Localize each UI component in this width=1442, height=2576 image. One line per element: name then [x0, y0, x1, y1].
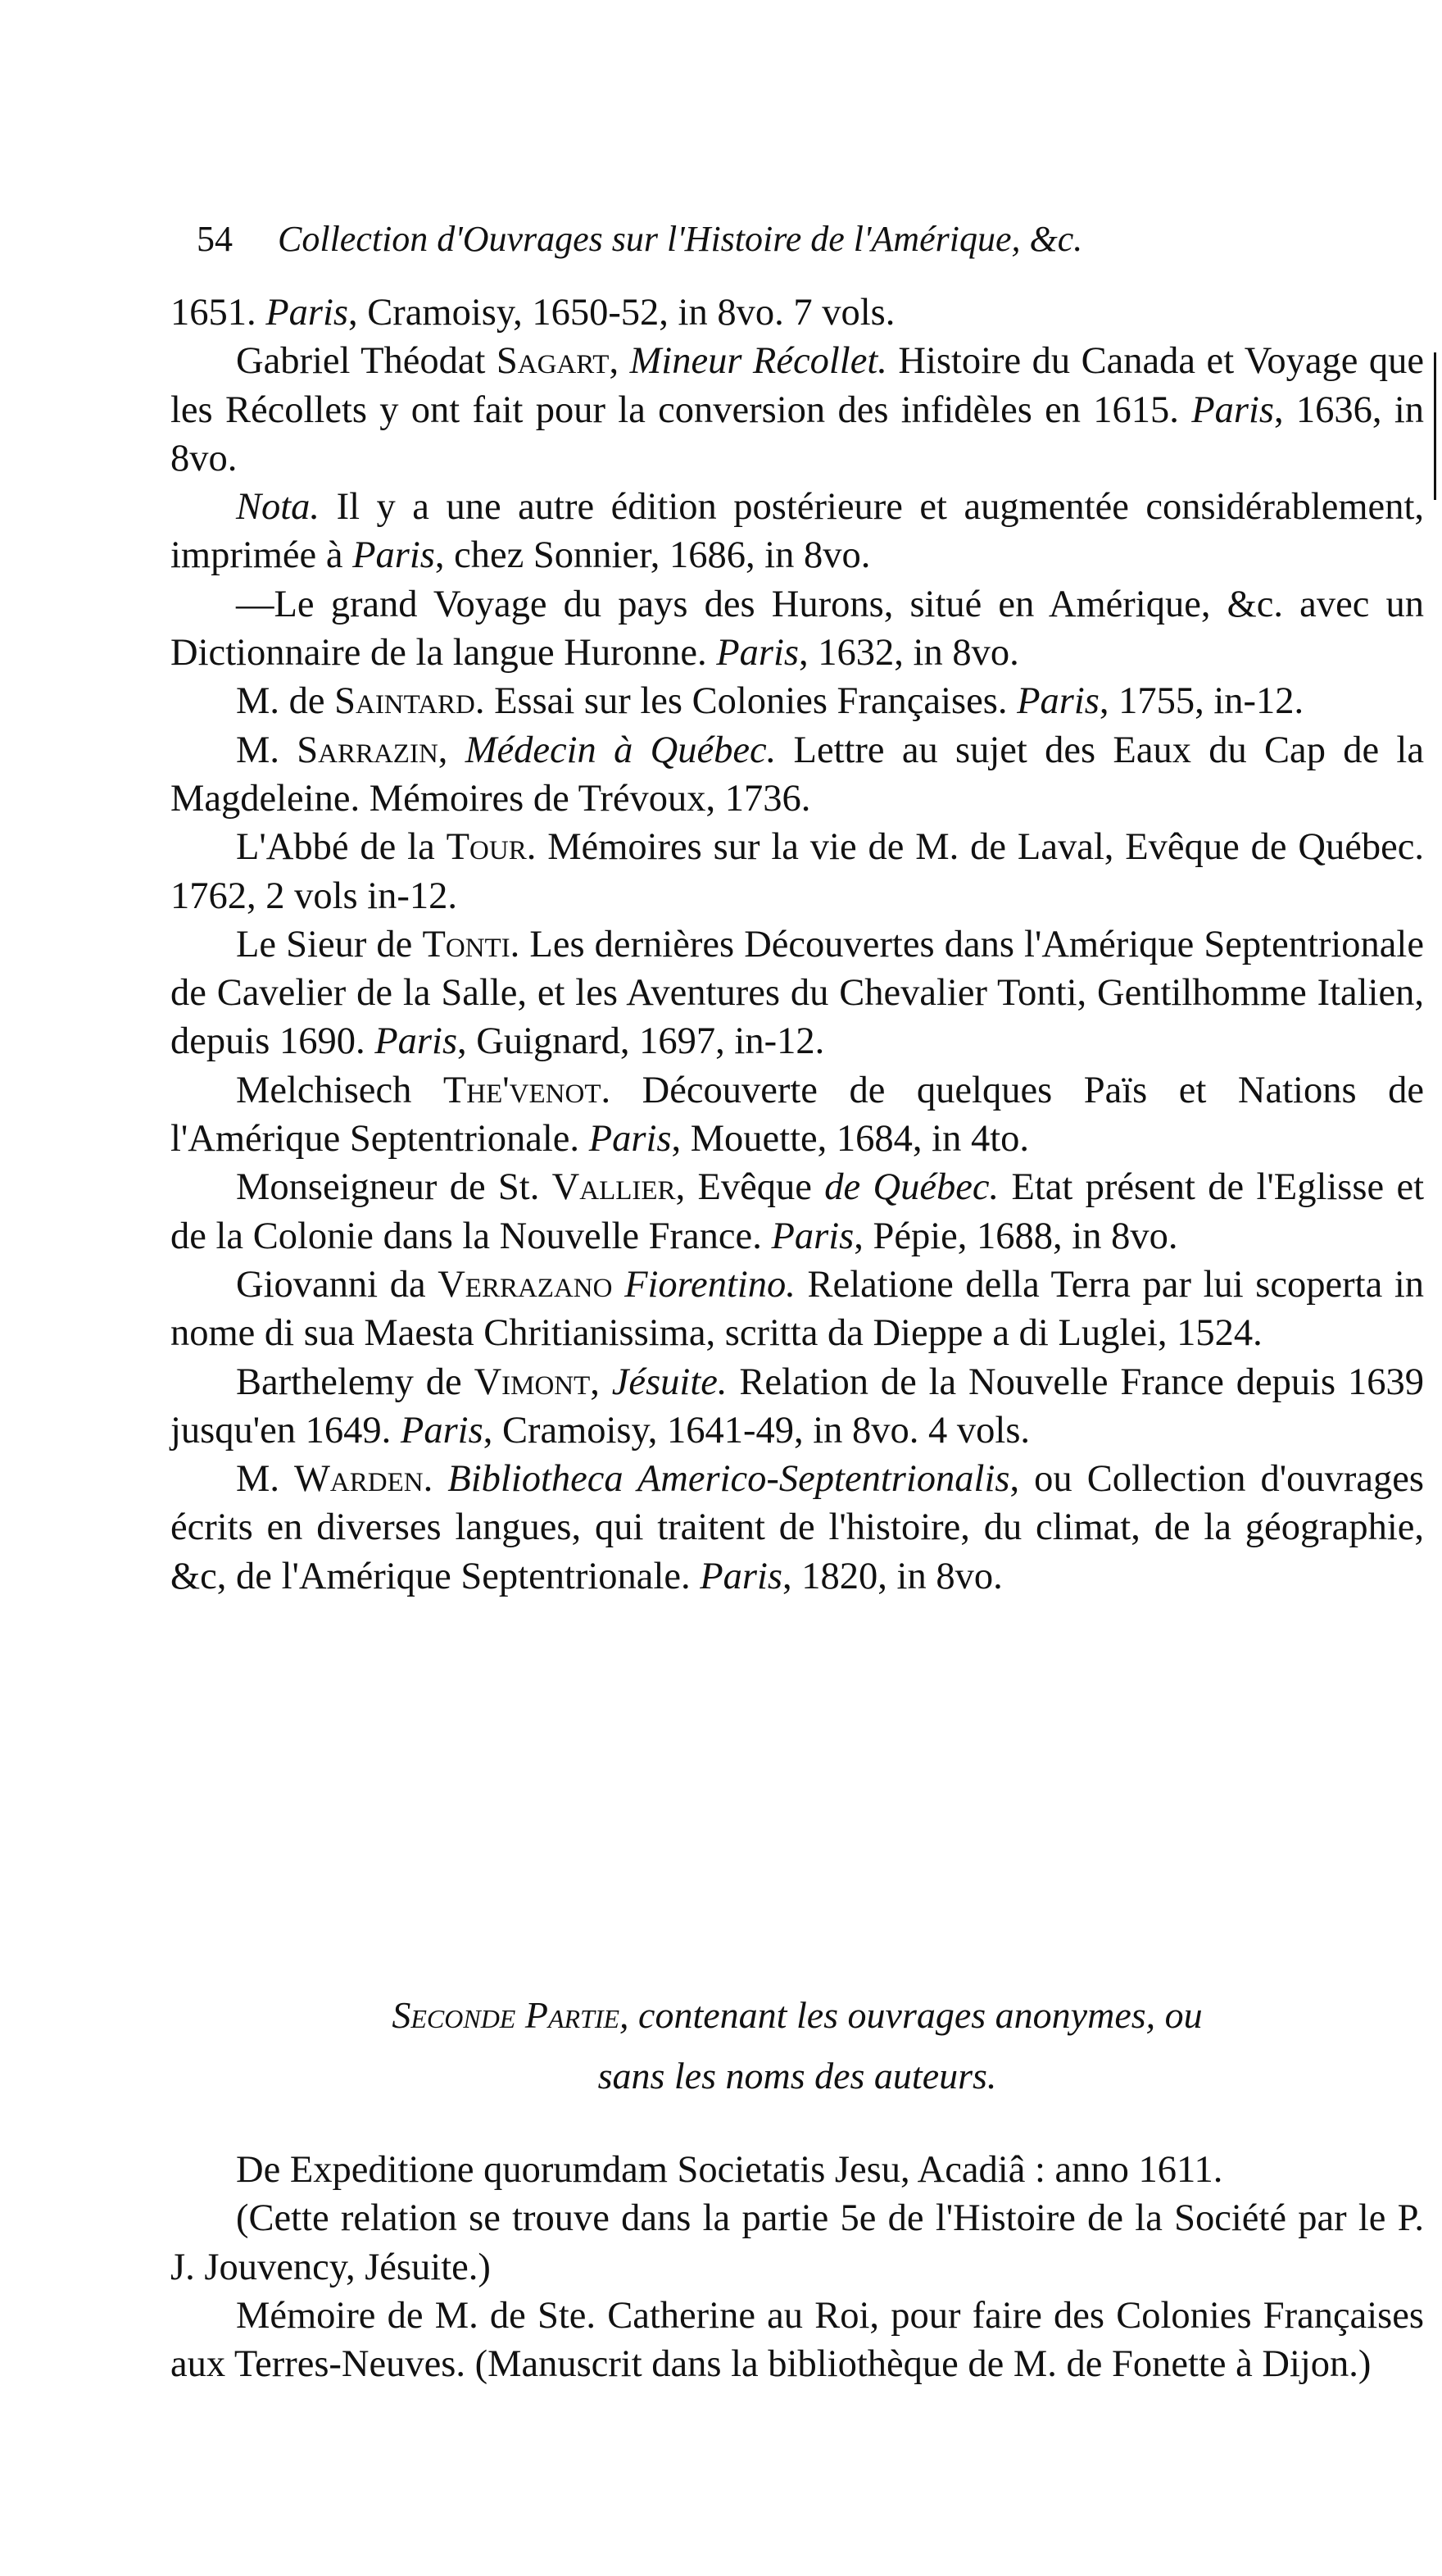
author-name: Vallier: [551, 1166, 676, 1209]
entry: [170, 1455, 1424, 1601]
entry-text: , Pépie, 1688, in 8vo.: [854, 1215, 1178, 1257]
entry-text: Lettre au sujet des Eaux du Cap de la Magdeleine. Mémoires de Trévoux, 1736.: [170, 729, 1424, 820]
entry-text: , 1632, in 8vo.: [799, 632, 1019, 675]
entry-text: , Guignard, 1697, in-12.: [457, 1020, 825, 1063]
entry-text: —Le grand Voyage du pays des Hurons, situé en Amérique, &c. avec un Dictionnaire de la langue Huronne.: [170, 583, 1424, 675]
author-name: Verrazano: [438, 1263, 613, 1306]
entry-text: Melchisech: [236, 1069, 443, 1111]
entry: [170, 2194, 1424, 2292]
entry-text: M.: [236, 1458, 295, 1501]
italic-text: Paris: [1017, 680, 1100, 723]
entry-text: ,: [590, 1361, 612, 1403]
entry-text: Etat présent de l'Eglisse et de la Colonie dans la Nouvelle France.: [170, 1166, 1424, 1257]
entry-text: Mémoire de M. de Ste. Catherine au Roi, pour faire des Colonies Françaises aux Terres-Neuves. (Manuscrit dans la bibliothèque de M. de Fonette à Dijon.): [170, 2294, 1424, 2386]
italic-text: Médecin à Québec.: [465, 729, 777, 771]
entry-text: , chez Sonnier, 1686, in 8vo.: [434, 534, 871, 577]
entry-text: De Expeditione quorumdam Societatis Jesu, Acadiâ : anno 1611.: [236, 2149, 1223, 2191]
entry-text: , Cramoisy, 1641-49, in 8vo. 4 vols.: [483, 1409, 1031, 1452]
italic-text: de Québec.: [824, 1166, 1000, 1209]
entry-text: ,: [438, 729, 465, 771]
entry-text: ,: [609, 340, 630, 383]
italic-text: Jésuite.: [611, 1361, 728, 1403]
entry-text: , ou Collection d'ouvrages écrits en diverses langues, qui traitent de l'histoire, du climat, de la géographie, &c, de l'Amérique Septentrionale.: [170, 1458, 1424, 1597]
entry: [170, 1261, 1424, 1358]
author-name: The'venot: [442, 1069, 601, 1111]
entry: [170, 1066, 1424, 1164]
italic-text: Bibliotheca Americo-Septentrionalis: [447, 1458, 1010, 1501]
author-name: Sarrazin: [297, 729, 438, 771]
author-name: Saintard: [334, 680, 475, 723]
entry-text: Le Sieur de: [236, 923, 423, 965]
italic-text: Paris: [400, 1409, 483, 1452]
running-header: [197, 215, 1376, 264]
entry-text: Barthelemy de: [236, 1361, 474, 1403]
entry-text: Relation de la Nouvelle France depuis 1639 jusqu'en 1649.: [170, 1361, 1424, 1452]
entry-text: (Cette relation se trouve dans la partie 5e de l'Histoire de la Société par le P. J. Jouvency, Jésuite.): [170, 2197, 1424, 2288]
entry: [170, 337, 1424, 483]
entry-text: . Essai sur les Colonies Françaises.: [474, 680, 1018, 723]
entry-text: Giovanni da: [236, 1263, 438, 1306]
entry: [170, 483, 1424, 580]
entry: [170, 1163, 1424, 1261]
entry: [170, 2146, 1424, 2194]
bibliography-entries: [170, 288, 1424, 1601]
entry-text: . Mémoires sur la vie de M. de Laval, Evêque de Québec. 1762, 2 vols in-12.: [170, 826, 1424, 917]
entry-text: , Cramoisy, 1650-52, in 8vo. 7 vols.: [348, 292, 896, 334]
italic-text: Paris: [716, 632, 800, 675]
running-title: Collection d'Ouvrages sur l'Histoire de l'Amérique, &c.: [278, 219, 1083, 259]
entry: [170, 1358, 1424, 1456]
entry-text: , Evêque: [675, 1166, 825, 1209]
section-heading-line-2: sans les noms des auteurs.: [597, 2055, 997, 2097]
italic-text: Paris: [374, 1020, 458, 1063]
section-heading-smallcaps: Seconde Partie: [392, 1994, 620, 2036]
entry-text: [612, 1264, 624, 1306]
entry-text: Histoire du Canada et Voyage que les Récollets y ont fait pour la conversion des infidèles en 1615.: [170, 340, 1424, 431]
entry-text: .: [423, 1458, 448, 1501]
italic-text: Mineur Récollet.: [629, 340, 887, 383]
entry-text: L'Abbé de la: [236, 826, 447, 869]
entry-text: , Mouette, 1684, in 4to.: [671, 1118, 1030, 1161]
entry-text: Relatione della Terra par lui scoperta in nome di sua Maesta Chritianissima, scritta da Dieppe a di Luglei, 1524.: [170, 1263, 1425, 1355]
entry: [170, 288, 1424, 337]
entry: [170, 920, 1424, 1066]
italic-text: Paris: [771, 1215, 855, 1257]
italic-text: Paris: [1191, 388, 1274, 431]
anonymous-entries: [170, 2146, 1424, 2388]
entry-text: , 1820, in 8vo.: [782, 1555, 1003, 1597]
author-name: Warden: [294, 1458, 424, 1501]
entry-text: M. de: [236, 680, 335, 723]
entry: [170, 580, 1424, 678]
author-name: Vimont: [474, 1361, 591, 1403]
italic-text: Paris: [352, 534, 435, 577]
entry: [170, 2292, 1424, 2389]
entry-text: . Les dernières Découvertes dans l'Amérique Septentrionale de Cavelier de la Salle, et les Aventures du Chevalier Tonti, Gentilhomme Italien, depuis 1690.: [170, 923, 1424, 1063]
italic-text: Paris: [265, 292, 349, 334]
entry-text: , 1636, in 8vo.: [170, 388, 1424, 479]
margin-rule: [1434, 352, 1436, 500]
author-name: Tour: [446, 826, 527, 869]
entry-text: Il y a une autre édition postérieure et augmentée considérablement, imprimée à: [170, 486, 1424, 577]
section-heading: [170, 1985, 1424, 2106]
entry-text: Monseigneur de St.: [236, 1166, 552, 1209]
italic-text: Nota.: [236, 486, 320, 529]
entry: [170, 677, 1424, 725]
entry: [170, 823, 1424, 920]
entry: [170, 726, 1424, 824]
entry-text: , 1755, in-12.: [1099, 680, 1304, 723]
italic-text: Fiorentino.: [624, 1263, 796, 1306]
italic-text: Paris: [588, 1118, 672, 1161]
author-name: Tonti: [422, 923, 510, 965]
page-number: 54: [197, 219, 233, 259]
entry-text: M.: [236, 729, 297, 771]
section-heading-line-1: [170, 1985, 1424, 2046]
entry-text: Gabriel Théodat: [236, 340, 497, 383]
entry-text: 1651.: [170, 292, 266, 334]
author-name: Sagart: [496, 340, 610, 383]
italic-text: Paris: [700, 1555, 783, 1597]
entry-text: . Découverte de quelques Païs et Nations de l'Amérique Septentrionale.: [170, 1069, 1424, 1161]
section-heading-rest: , contenant les ouvrages anonymes, ou: [619, 1994, 1203, 2036]
